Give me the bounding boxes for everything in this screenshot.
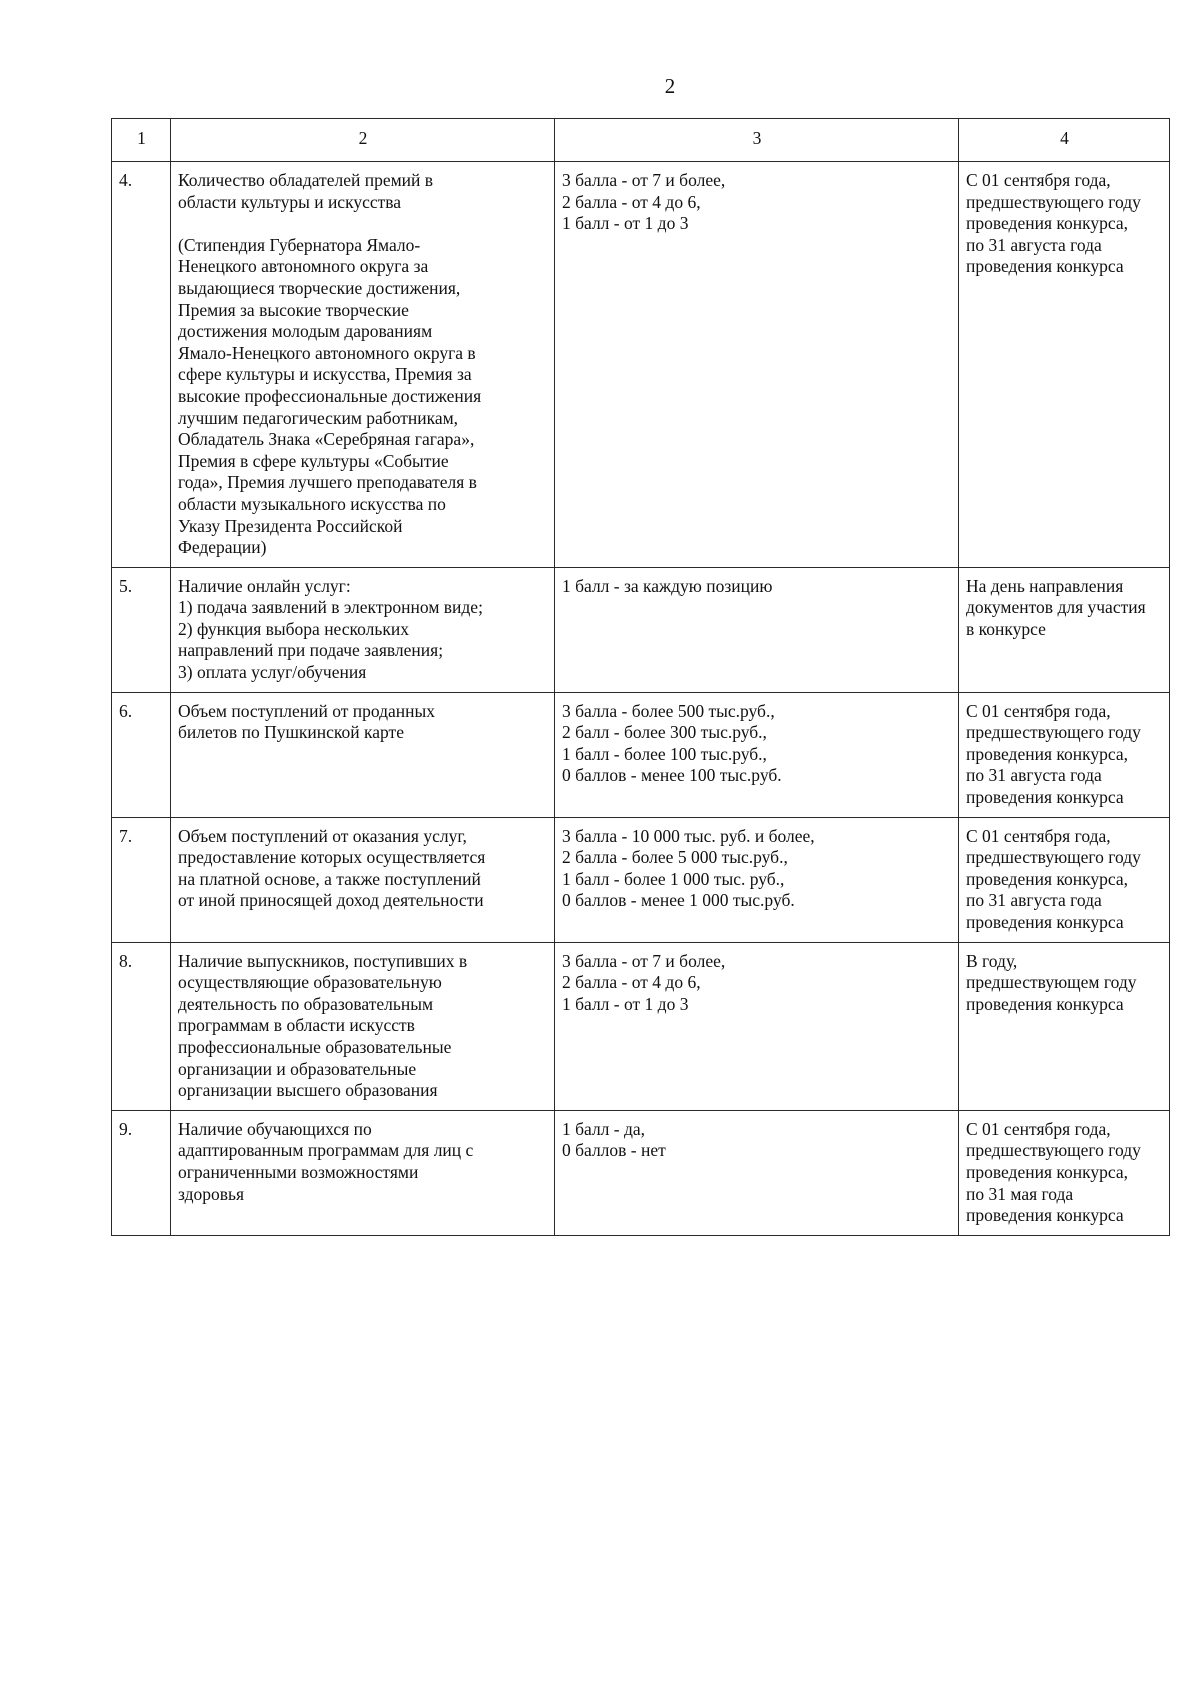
table-row (112, 692, 1170, 817)
text-line: здоровья (178, 1183, 245, 1204)
text-line: высокие профессиональные достижения (178, 385, 482, 406)
text-line: от иной приносящей доход деятельности (178, 890, 484, 911)
page-number: 2 (664, 74, 676, 98)
score-cell (555, 817, 959, 942)
text-line: проведения конкурса (966, 1205, 1124, 1226)
text-line: 1) подача заявлений в электронном виде; (178, 597, 483, 618)
text-line: области культуры и искусства (178, 191, 402, 212)
text-line: предшествующем году (966, 972, 1137, 993)
text-line: Обладатель Знака «Серебряная гагара», (178, 429, 475, 450)
text-line: С 01 сентября года, (966, 1118, 1111, 1139)
table-row (112, 817, 1170, 942)
row-number: 7. (112, 817, 171, 942)
text-line: Количество обладателей премий в (178, 170, 434, 190)
text-line: Ненецкого автономного округа за (178, 256, 429, 277)
text-line: Объем поступлений от оказания услуг, (178, 825, 467, 846)
score-cell (555, 692, 959, 817)
text-line: по 31 мая года (966, 1183, 1074, 1204)
period-cell (959, 162, 1170, 568)
text-line: проведения конкурса (966, 256, 1124, 277)
text-line: области музыкального искусства по (178, 493, 446, 514)
row-number: 6. (112, 692, 171, 817)
text-line: 3 балла - от 7 и более, (562, 950, 726, 971)
text-line: 0 баллов - нет (562, 1140, 666, 1161)
header-col-4: 4 (959, 119, 1170, 162)
table-header-row (112, 119, 1170, 162)
text-line: адаптированным программам для лиц с (178, 1140, 474, 1161)
text-line: 3) оплата услуг/обучения (178, 662, 367, 683)
table-row (112, 1110, 1170, 1235)
criterion-cell (171, 817, 555, 942)
text-line: направлений при подаче заявления; (178, 640, 444, 661)
row-number: 9. (112, 1110, 171, 1235)
text-line: На день направления (966, 575, 1124, 596)
text-line: 3 балла - 10 000 тыс. руб. и более, (562, 825, 815, 846)
row-number: 4. (112, 162, 171, 568)
text-line: организации высшего образования (178, 1080, 438, 1101)
header-col-1: 1 (112, 119, 171, 162)
table-row (112, 942, 1170, 1110)
text-line: Указу Президента Российской (178, 515, 403, 536)
text-line: проведения конкурса, (966, 1161, 1128, 1182)
text-line: предоставление которых осуществляется (178, 847, 486, 868)
text-line: организации и образовательные (178, 1058, 417, 1079)
text-line: (Стипендия Губернатора Ямало- (178, 234, 421, 255)
text-line: предшествующего году (966, 722, 1141, 743)
score-cell (555, 1110, 959, 1235)
text-line: 0 баллов - менее 1 000 тыс.руб. (562, 890, 795, 911)
text-line: Объем поступлений от проданных (178, 700, 436, 721)
text-line: 1 балл - за каждую позицию (562, 575, 773, 596)
score-cell (555, 567, 959, 692)
text-line: проведения конкурса, (966, 868, 1128, 889)
criterion-cell (171, 567, 555, 692)
text-line: С 01 сентября года, (966, 700, 1111, 721)
score-cell (555, 162, 959, 568)
text-line: Премия в сфере культуры «Событие (178, 450, 449, 471)
text-line: ограниченными возможностями (178, 1161, 419, 1182)
text-line: В году, (966, 950, 1018, 971)
text-line: предшествующего году (966, 191, 1141, 212)
text-line: билетов по Пушкинской карте (178, 722, 404, 743)
text-line: документов для участия (966, 597, 1146, 618)
text-line: программам в области искусств (178, 1015, 415, 1036)
criterion-cell (171, 942, 555, 1110)
text-line: проведения конкурса, (966, 743, 1128, 764)
text-line: профессиональные образовательные (178, 1036, 452, 1057)
text-line: Премия за высокие творческие (178, 299, 409, 320)
text-line: 1 балл - от 1 до 3 (562, 993, 689, 1014)
text-line: С 01 сентября года, (966, 170, 1111, 190)
text-line: Федерации) (178, 537, 267, 558)
text-line: 1 балл - более 1 000 тыс. руб., (562, 868, 785, 889)
period-cell (959, 817, 1170, 942)
text-line: 2) функция выбора нескольких (178, 618, 409, 639)
text-line: 3 балла - от 7 и более, (562, 170, 726, 190)
text-line: 2 балла - от 4 до 6, (562, 191, 701, 212)
text-line: достижения молодым дарованиям (178, 321, 433, 342)
text-line: на платной основе, а также поступлений (178, 868, 481, 889)
criterion-cell (171, 1110, 555, 1235)
table-row (112, 162, 1170, 568)
row-number: 5. (112, 567, 171, 692)
text-line: С 01 сентября года, (966, 825, 1111, 846)
text-line: сфере культуры и искусства, Премия за (178, 364, 472, 385)
text-line: проведения конкурса (966, 787, 1124, 808)
criterion-cell (171, 692, 555, 817)
text-line: года», Премия лучшего преподавателя в (178, 472, 477, 493)
criterion-cell (171, 162, 555, 568)
text-line: предшествующего году (966, 1140, 1141, 1161)
score-cell (555, 942, 959, 1110)
text-line: 3 балла - более 500 тыс.руб., (562, 700, 775, 721)
period-cell (959, 942, 1170, 1110)
text-line: 1 балл - от 1 до 3 (562, 213, 689, 234)
text-line: Наличие обучающихся по (178, 1118, 372, 1139)
text-line: Ямало-Ненецкого автономного округа в (178, 342, 476, 363)
text-line: лучшим педагогическим работникам, (178, 407, 459, 428)
text-line: Наличие выпускников, поступивших в (178, 950, 468, 971)
blank-line (178, 213, 548, 235)
text-line: проведения конкурса, (966, 213, 1128, 234)
criteria-table-body (112, 119, 1170, 1236)
text-line: по 31 августа года (966, 234, 1102, 255)
text-line: 2 балла - более 5 000 тыс.руб., (562, 847, 788, 868)
row-number: 8. (112, 942, 171, 1110)
text-line: деятельность по образовательным (178, 993, 434, 1014)
text-line: 1 балл - более 100 тыс.руб., (562, 743, 767, 764)
text-line: предшествующего году (966, 847, 1141, 868)
text-line: выдающиеся творческие достижения, (178, 277, 461, 298)
text-line: проведения конкурса (966, 993, 1124, 1014)
text-line: по 31 августа года (966, 765, 1102, 786)
text-line: по 31 августа года (966, 890, 1102, 911)
period-cell (959, 567, 1170, 692)
text-line: осуществляющие образовательную (178, 972, 442, 993)
text-line: 1 балл - да, (562, 1118, 646, 1139)
criteria-table (111, 118, 1170, 1236)
text-line: проведения конкурса (966, 912, 1124, 932)
period-cell (959, 1110, 1170, 1235)
period-cell (959, 692, 1170, 817)
text-line: 2 балла - от 4 до 6, (562, 972, 701, 993)
table-row (112, 567, 1170, 692)
header-col-3: 3 (555, 119, 959, 162)
text-line: Наличие онлайн услуг: (178, 575, 351, 596)
text-line: 2 балл - более 300 тыс.руб., (562, 722, 767, 743)
text-line: в конкурсе (966, 618, 1046, 639)
text-line: 0 баллов - менее 100 тыс.руб. (562, 765, 782, 786)
header-col-2: 2 (171, 119, 555, 162)
